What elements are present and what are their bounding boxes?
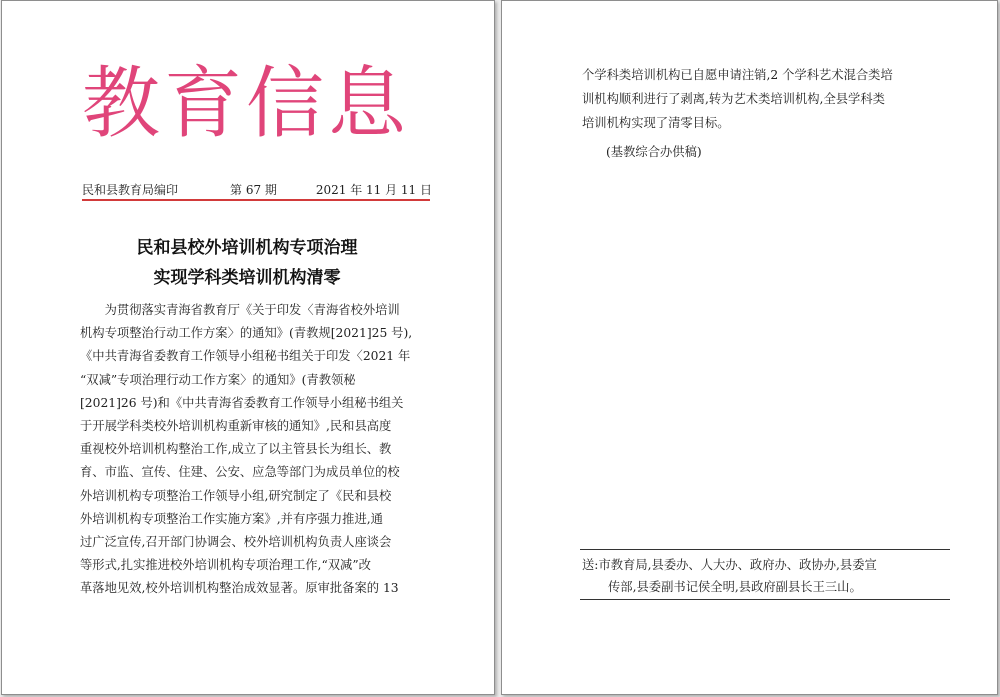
masthead-red-rule bbox=[82, 199, 430, 201]
article-title-line-1: 民和县校外培训机构专项治理 bbox=[136, 238, 358, 258]
body-line: 革落地见效,校外培训机构整治成效显著。原审批备案的 13 bbox=[80, 581, 399, 596]
body-line: 为贯彻落实青海省教育厅《关于印发〈青海省校外培训 bbox=[104, 303, 400, 317]
body-line: 《中共青海省委教育工作领导小组秘书组关于印发〈2021 年 bbox=[80, 349, 411, 364]
body-line: 培训机构实现了清零目标。 bbox=[582, 116, 730, 130]
body-line: 外培训机构专项整治工作实施方案》,并有序强力推进,通 bbox=[80, 511, 383, 526]
masthead-title: 教育信息 bbox=[82, 59, 411, 149]
article-title-line-2: 实现学科类培训机构清零 bbox=[153, 268, 341, 288]
document-page-right bbox=[501, 0, 998, 695]
issue-number: 第 67 期 bbox=[230, 183, 277, 197]
body-line: 训机构顺利进行了剥离,转为艺术类培训机构,全县学科类 bbox=[582, 92, 885, 106]
cc-line-2: 传部,县委副书记侯全明,县政府副县长王三山。 bbox=[608, 580, 862, 594]
body-line: 于开展学科类校外培训机构重新审核的通知》,民和县高度 bbox=[80, 419, 392, 434]
document-page-left bbox=[1, 0, 495, 695]
body-line: 个学科类培训机构已自愿申请注销,2 个学科艺术混合类培 bbox=[582, 68, 893, 82]
issue-org: 民和县教育局编印 bbox=[82, 183, 179, 197]
cc-distribution bbox=[582, 554, 952, 598]
body-line: 机构专项整治行动工作方案〉的通知》(青教规[2021]25 号), bbox=[80, 326, 413, 341]
body-line: 重视校外培训机构整治工作,成立了以主管县长为组长、教 bbox=[80, 442, 392, 457]
body-line: 过广泛宣传,召开部门协调会、校外培训机构负责人座谈会 bbox=[80, 535, 392, 550]
body-line: 等形式,扎实推进校外培训机构专项治理工作,“双减”改 bbox=[80, 558, 371, 573]
article-body bbox=[80, 299, 435, 601]
cc-line-1: 送:市教育局,县委办、人大办、政府办、政协办,县委宣 bbox=[582, 558, 877, 572]
cc-top-rule bbox=[580, 549, 950, 550]
body-line: 育、市监、宣传、住建、公安、应急等部门为成员单位的校 bbox=[80, 465, 400, 480]
body-line: “双减”专项治理行动工作方案〉的通知》(青教领秘 bbox=[80, 372, 356, 387]
article-supplier: (基教综合办供稿) bbox=[606, 145, 702, 159]
cc-bottom-rule bbox=[580, 599, 950, 600]
body-line: 外培训机构专项整治工作领导小组,研究制定了《民和县校 bbox=[80, 488, 392, 503]
body-line: [2021]26 号)和《中共青海省委教育工作领导小组秘书组关 bbox=[80, 395, 404, 410]
issue-date: 2021 年 11 月 11 日 bbox=[315, 183, 432, 197]
article-continuation bbox=[582, 63, 942, 135]
